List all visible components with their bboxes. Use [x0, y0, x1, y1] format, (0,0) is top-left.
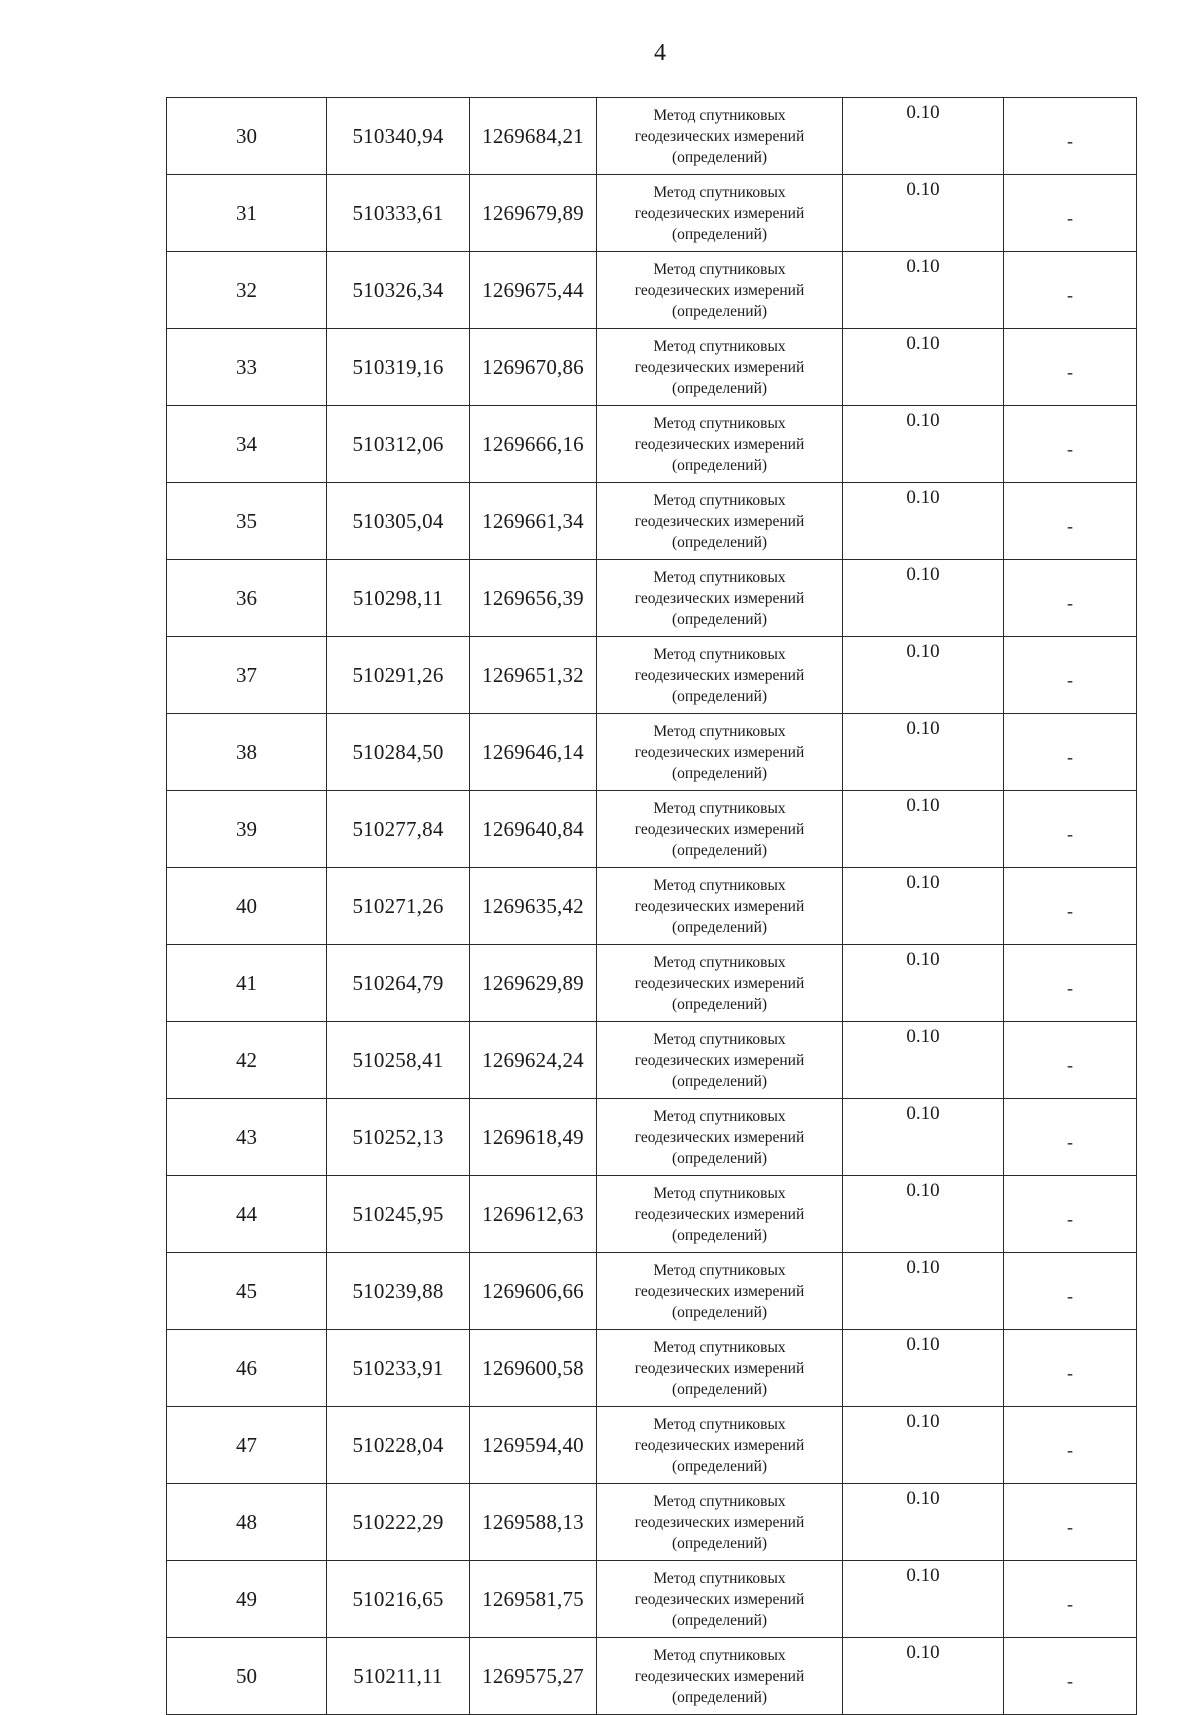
method-line: геодезических измерений: [634, 1436, 805, 1454]
method-line: геодезических измерений: [634, 974, 805, 992]
method-line: Метод спутниковых: [653, 722, 786, 740]
method-cell: [597, 252, 843, 329]
method-line: Метод спутниковых: [653, 1569, 786, 1587]
point-number-cell: 45: [167, 1253, 327, 1330]
table-row: [167, 1330, 1137, 1407]
y-coordinate-cell: 1269640,84: [470, 791, 597, 868]
x-coordinate-cell: 510284,50: [327, 714, 470, 791]
table-row: [167, 714, 1137, 791]
method-cell: [597, 1484, 843, 1561]
method-line: геодезических измерений: [634, 512, 805, 530]
method-line: Метод спутниковых: [653, 876, 786, 894]
point-number-cell: 36: [167, 560, 327, 637]
method-line: (определений): [671, 302, 768, 320]
description-cell: -: [1004, 1407, 1137, 1484]
x-coordinate-cell: 510312,06: [327, 406, 470, 483]
y-coordinate-cell: 1269575,27: [470, 1638, 597, 1715]
point-number-cell: 49: [167, 1561, 327, 1638]
method-line: геодезических измерений: [634, 1513, 805, 1531]
method-cell: [597, 483, 843, 560]
method-line: (определений): [671, 1534, 768, 1552]
x-coordinate-cell: 510222,29: [327, 1484, 470, 1561]
method-cell: [597, 1330, 843, 1407]
x-coordinate-cell: 510291,26: [327, 637, 470, 714]
table-row: [167, 1561, 1137, 1638]
description-cell: -: [1004, 483, 1137, 560]
method-cell: [597, 1022, 843, 1099]
method-line: геодезических измерений: [634, 897, 805, 915]
method-line: Метод спутниковых: [653, 1261, 786, 1279]
point-number-cell: 37: [167, 637, 327, 714]
method-cell: [597, 868, 843, 945]
point-number-cell: 35: [167, 483, 327, 560]
accuracy-cell: 0.10: [843, 1638, 1004, 1715]
accuracy-cell: 0.10: [843, 1407, 1004, 1484]
y-coordinate-cell: 1269646,14: [470, 714, 597, 791]
x-coordinate-cell: 510340,94: [327, 98, 470, 175]
method-line: Метод спутниковых: [653, 1646, 786, 1664]
method-line: геодезических измерений: [634, 1590, 805, 1608]
x-coordinate-cell: 510233,91: [327, 1330, 470, 1407]
x-coordinate-cell: 510298,11: [327, 560, 470, 637]
method-line: Метод спутниковых: [653, 414, 786, 432]
y-coordinate-cell: 1269612,63: [470, 1176, 597, 1253]
method-line: Метод спутниковых: [653, 337, 786, 355]
x-coordinate-cell: 510326,34: [327, 252, 470, 329]
description-cell: -: [1004, 1253, 1137, 1330]
x-coordinate-cell: 510252,13: [327, 1099, 470, 1176]
method-line: геодезических измерений: [634, 589, 805, 607]
method-line: Метод спутниковых: [653, 1415, 786, 1433]
table-row: [167, 791, 1137, 868]
description-cell: -: [1004, 329, 1137, 406]
method-line: (определений): [671, 1303, 768, 1321]
method-line: (определений): [671, 533, 768, 551]
point-number-cell: 30: [167, 98, 327, 175]
method-line: (определений): [671, 764, 768, 782]
method-line: геодезических измерений: [634, 743, 805, 761]
table-row: [167, 1407, 1137, 1484]
method-cell: [597, 1253, 843, 1330]
y-coordinate-cell: 1269670,86: [470, 329, 597, 406]
description-cell: -: [1004, 637, 1137, 714]
point-number-cell: 47: [167, 1407, 327, 1484]
method-cell: [597, 1638, 843, 1715]
method-line: геодезических измерений: [634, 666, 805, 684]
description-cell: -: [1004, 560, 1137, 637]
table-row: [167, 1253, 1137, 1330]
point-number-cell: 46: [167, 1330, 327, 1407]
x-coordinate-cell: 510277,84: [327, 791, 470, 868]
x-coordinate-cell: 510271,26: [327, 868, 470, 945]
table-row: [167, 98, 1137, 175]
method-cell: [597, 637, 843, 714]
method-cell: [597, 1407, 843, 1484]
accuracy-cell: 0.10: [843, 868, 1004, 945]
y-coordinate-cell: 1269656,39: [470, 560, 597, 637]
table-row: [167, 329, 1137, 406]
method-line: геодезических измерений: [634, 204, 805, 222]
table-row: [167, 945, 1137, 1022]
method-cell: [597, 945, 843, 1022]
page-number: 4: [654, 40, 666, 66]
method-cell: [597, 406, 843, 483]
table-row: [167, 175, 1137, 252]
accuracy-cell: 0.10: [843, 945, 1004, 1022]
method-cell: [597, 1099, 843, 1176]
accuracy-cell: 0.10: [843, 1099, 1004, 1176]
accuracy-cell: 0.10: [843, 791, 1004, 868]
x-coordinate-cell: 510305,04: [327, 483, 470, 560]
method-line: геодезических измерений: [634, 435, 805, 453]
method-line: (определений): [671, 225, 768, 243]
description-cell: -: [1004, 1484, 1137, 1561]
method-line: геодезических измерений: [634, 820, 805, 838]
accuracy-cell: 0.10: [843, 1330, 1004, 1407]
method-line: (определений): [671, 841, 768, 859]
description-cell: -: [1004, 945, 1137, 1022]
coordinates-table: [166, 97, 1137, 1715]
method-line: геодезических измерений: [634, 358, 805, 376]
y-coordinate-cell: 1269600,58: [470, 1330, 597, 1407]
table-row: [167, 483, 1137, 560]
method-cell: [597, 1176, 843, 1253]
method-cell: [597, 329, 843, 406]
accuracy-cell: 0.10: [843, 252, 1004, 329]
method-line: Метод спутниковых: [653, 260, 786, 278]
method-line: Метод спутниковых: [653, 491, 786, 509]
method-line: Метод спутниковых: [653, 1030, 786, 1048]
description-cell: -: [1004, 1099, 1137, 1176]
point-number-cell: 42: [167, 1022, 327, 1099]
point-number-cell: 34: [167, 406, 327, 483]
description-cell: -: [1004, 252, 1137, 329]
table-row: [167, 1022, 1137, 1099]
method-line: (определений): [671, 1149, 768, 1167]
method-line: геодезических измерений: [634, 1282, 805, 1300]
method-line: Метод спутниковых: [653, 953, 786, 971]
method-line: (определений): [671, 148, 768, 166]
table-row: [167, 637, 1137, 714]
description-cell: -: [1004, 1638, 1137, 1715]
method-cell: [597, 98, 843, 175]
y-coordinate-cell: 1269661,34: [470, 483, 597, 560]
y-coordinate-cell: 1269624,24: [470, 1022, 597, 1099]
method-line: (определений): [671, 610, 768, 628]
point-number-cell: 40: [167, 868, 327, 945]
x-coordinate-cell: 510211,11: [327, 1638, 470, 1715]
y-coordinate-cell: 1269588,13: [470, 1484, 597, 1561]
method-line: (определений): [671, 1072, 768, 1090]
y-coordinate-cell: 1269684,21: [470, 98, 597, 175]
accuracy-cell: 0.10: [843, 560, 1004, 637]
table-row: [167, 560, 1137, 637]
point-number-cell: 33: [167, 329, 327, 406]
description-cell: -: [1004, 1176, 1137, 1253]
point-number-cell: 41: [167, 945, 327, 1022]
method-cell: [597, 1561, 843, 1638]
method-line: Метод спутниковых: [653, 106, 786, 124]
method-line: (определений): [671, 1380, 768, 1398]
method-line: (определений): [671, 918, 768, 936]
table-row: [167, 1176, 1137, 1253]
accuracy-cell: 0.10: [843, 98, 1004, 175]
description-cell: -: [1004, 791, 1137, 868]
y-coordinate-cell: 1269675,44: [470, 252, 597, 329]
method-line: геодезических измерений: [634, 1051, 805, 1069]
method-line: (определений): [671, 687, 768, 705]
method-line: (определений): [671, 1226, 768, 1244]
table-row: [167, 252, 1137, 329]
accuracy-cell: 0.10: [843, 406, 1004, 483]
method-line: (определений): [671, 379, 768, 397]
method-line: геодезических измерений: [634, 1128, 805, 1146]
method-line: Метод спутниковых: [653, 1107, 786, 1125]
method-line: (определений): [671, 1611, 768, 1629]
method-line: (определений): [671, 456, 768, 474]
x-coordinate-cell: 510216,65: [327, 1561, 470, 1638]
y-coordinate-cell: 1269594,40: [470, 1407, 597, 1484]
method-line: Метод спутниковых: [653, 183, 786, 201]
method-line: геодезических измерений: [634, 1667, 805, 1685]
description-cell: -: [1004, 98, 1137, 175]
table-row: [167, 1638, 1137, 1715]
method-cell: [597, 714, 843, 791]
point-number-cell: 32: [167, 252, 327, 329]
method-line: Метод спутниковых: [653, 1492, 786, 1510]
description-cell: -: [1004, 175, 1137, 252]
method-line: Метод спутниковых: [653, 1184, 786, 1202]
y-coordinate-cell: 1269606,66: [470, 1253, 597, 1330]
method-line: (определений): [671, 1457, 768, 1475]
table-row: [167, 406, 1137, 483]
x-coordinate-cell: 510264,79: [327, 945, 470, 1022]
accuracy-cell: 0.10: [843, 1022, 1004, 1099]
x-coordinate-cell: 510239,88: [327, 1253, 470, 1330]
accuracy-cell: 0.10: [843, 1561, 1004, 1638]
point-number-cell: 39: [167, 791, 327, 868]
method-line: Метод спутниковых: [653, 645, 786, 663]
description-cell: -: [1004, 406, 1137, 483]
point-number-cell: 50: [167, 1638, 327, 1715]
y-coordinate-cell: 1269581,75: [470, 1561, 597, 1638]
point-number-cell: 31: [167, 175, 327, 252]
x-coordinate-cell: 510333,61: [327, 175, 470, 252]
description-cell: -: [1004, 714, 1137, 791]
method-cell: [597, 175, 843, 252]
description-cell: -: [1004, 868, 1137, 945]
y-coordinate-cell: 1269635,42: [470, 868, 597, 945]
table-row: [167, 1484, 1137, 1561]
accuracy-cell: 0.10: [843, 1484, 1004, 1561]
point-number-cell: 48: [167, 1484, 327, 1561]
x-coordinate-cell: 510319,16: [327, 329, 470, 406]
accuracy-cell: 0.10: [843, 1176, 1004, 1253]
method-line: Метод спутниковых: [653, 1338, 786, 1356]
table-body: [167, 98, 1137, 1715]
method-line: геодезических измерений: [634, 127, 805, 145]
point-number-cell: 44: [167, 1176, 327, 1253]
x-coordinate-cell: 510258,41: [327, 1022, 470, 1099]
accuracy-cell: 0.10: [843, 637, 1004, 714]
accuracy-cell: 0.10: [843, 1253, 1004, 1330]
table-row: [167, 868, 1137, 945]
x-coordinate-cell: 510228,04: [327, 1407, 470, 1484]
method-cell: [597, 560, 843, 637]
method-cell: [597, 791, 843, 868]
method-line: Метод спутниковых: [653, 568, 786, 586]
method-line: (определений): [671, 1688, 768, 1706]
method-line: геодезических измерений: [634, 281, 805, 299]
method-line: Метод спутниковых: [653, 799, 786, 817]
method-line: геодезических измерений: [634, 1359, 805, 1377]
table-row: [167, 1099, 1137, 1176]
y-coordinate-cell: 1269629,89: [470, 945, 597, 1022]
y-coordinate-cell: 1269651,32: [470, 637, 597, 714]
description-cell: -: [1004, 1561, 1137, 1638]
accuracy-cell: 0.10: [843, 714, 1004, 791]
method-line: (определений): [671, 995, 768, 1013]
point-number-cell: 43: [167, 1099, 327, 1176]
y-coordinate-cell: 1269618,49: [470, 1099, 597, 1176]
description-cell: -: [1004, 1330, 1137, 1407]
point-number-cell: 38: [167, 714, 327, 791]
accuracy-cell: 0.10: [843, 329, 1004, 406]
accuracy-cell: 0.10: [843, 175, 1004, 252]
accuracy-cell: 0.10: [843, 483, 1004, 560]
method-line: геодезических измерений: [634, 1205, 805, 1223]
description-cell: -: [1004, 1022, 1137, 1099]
y-coordinate-cell: 1269679,89: [470, 175, 597, 252]
x-coordinate-cell: 510245,95: [327, 1176, 470, 1253]
y-coordinate-cell: 1269666,16: [470, 406, 597, 483]
